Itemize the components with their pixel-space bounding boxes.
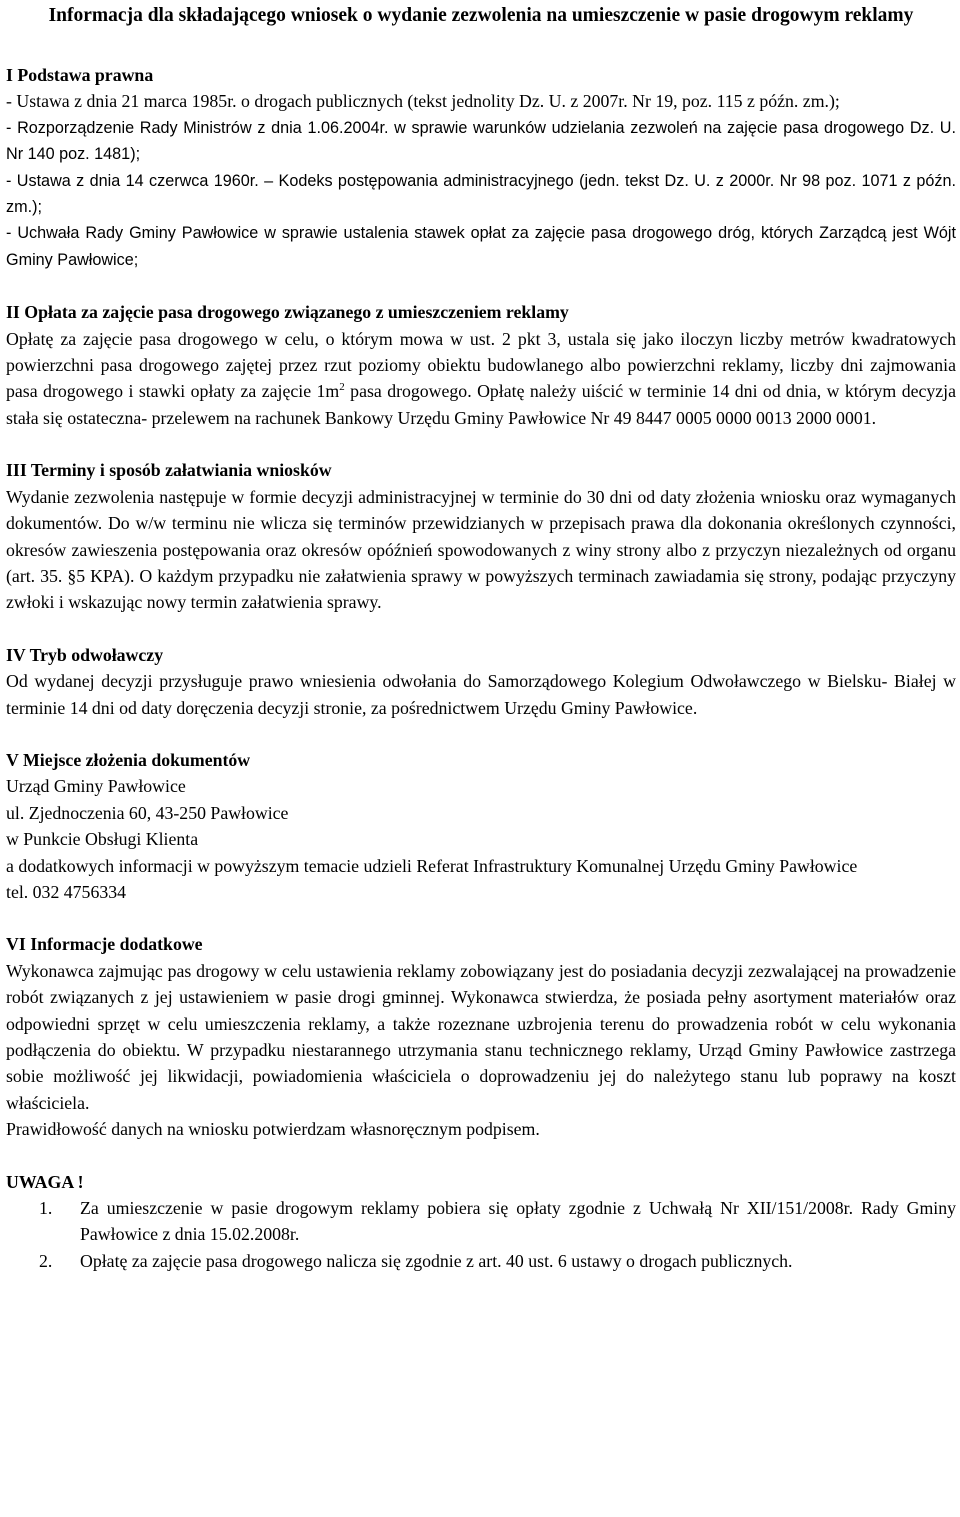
spacer (6, 431, 956, 457)
spacer (6, 616, 956, 642)
document-title: Informacja dla składającego wniosek o wydanie zezwolenia na umieszczenie w pasie drogowym reklamy (48, 5, 914, 26)
fee-text (6, 326, 956, 432)
notice-item-number: 2. (39, 1250, 53, 1271)
appeal-text: Od wydanej decyzji przysługuje prawo wniesienia odwołania do Samorządowego Kolegium Odwoławczego w Bielsku- Białej w terminie 14 dni od daty doręczenia decyzji stronie, za pośrednictwem Urzędu Gminy Pawłowice. (6, 671, 956, 718)
section-appeal (6, 642, 956, 721)
section-heading: II Opłata za zajęcie pasa drogowego związanego z umieszczeniem reklamy (6, 302, 569, 323)
section-heading: III Terminy i sposób załatwiania wniosków (6, 460, 332, 481)
notice-item (6, 1195, 956, 1248)
address-line: w Punkcie Obsługi Klienta (6, 829, 199, 850)
spacer (6, 273, 956, 299)
legal-basis-item: - Rozporządzenie Rady Ministrów z dnia 1.06.2004r. w sprawie warunków udzielania zezwoleń na zajęcie pasa drogowego Dz. U. Nr 140 poz. 1481); (6, 118, 956, 164)
address-line: a dodatkowych informacji w powyższym temacie udzieli Referat Infrastruktury Komunalnej Urzędu Gminy Pawłowice (6, 855, 858, 876)
notice-item (6, 1248, 956, 1274)
notice-item-number: 1. (39, 1198, 53, 1219)
section-additional-info (6, 931, 956, 1142)
fee-text-part-a: Opłatę za zajęcie pasa drogowego w celu, o którym mowa w ust. 2 pkt 3, ustala się jako iloczyn liczby metrów kwadratowych powierzchni pasa drogowego zajętej przez rzut poziomy obiektu budowlanego albo powierzchni reklamy, liczby dni zajmowania pasa drogowego i stawki opłaty za zajęcie 1m (6, 328, 956, 402)
superscript: 2 (339, 381, 345, 394)
section-heading: VI Informacje dodatkowe (6, 934, 203, 955)
additional-info-text: Wykonawca zajmując pas drogowy w celu ustawienia reklamy zobowiązany jest do posiadania decyzji zezwalającej na prowadzenie robót związanych z jej ustawieniem w pasie drogi gminnej. Wykonawca stwierdza, że posiada pełny asortyment materiałów oraz odpowiedni sprzęt w celu umieszczenia reklamy, a także rozeznane uzbrojenia terenu do prowadzenia robót w celu wykonania podłączenia do obiektu. W przypadku niestarannego utrzymania stanu technicznego reklamy, Urząd Gminy Pawłowice zastrzega sobie możliwość jej likwidacji, powiadomienia właściciela o doprowadzeniu jej do należytego stanu lub poprawy na koszt właściciela. (6, 960, 956, 1113)
section-notice (6, 1169, 956, 1275)
spacer (6, 1143, 956, 1169)
notice-list (6, 1195, 956, 1274)
spacer (6, 905, 956, 931)
legal-basis-item: - Ustawa z dnia 14 czerwca 1960r. – Kodeks postępowania administracyjnego (jedn. tekst Dz. U. z 2000r. Nr 98 poz. 1071 z późn. zm.); (6, 171, 956, 217)
notice-item-text: Za umieszczenie w pasie drogowym reklamy pobiera się opłaty zgodnie z Uchwałą Nr XII/151/2008r. Rady Gminy Pawłowice z dnia 15.02.2008r. (80, 1198, 956, 1245)
section-legal-basis (6, 62, 956, 273)
address-line: Urząd Gminy Pawłowice (6, 776, 186, 797)
fee-text-part-b: pasa drogowego. Opłatę należy uiścić w terminie 14 dni od dnia, w którym decyzja stała się ostateczna- przelewem na rachunek Bankowy Urzędu Gminy Pawłowice Nr 49 8447 0005 0000 0013 2000 0001. (6, 381, 956, 428)
section-heading: I Podstawa prawna (6, 65, 154, 85)
signature-statement: Prawidłowość danych na wniosku potwierdzam własnoręcznym podpisem. (6, 1119, 540, 1140)
spacer (6, 29, 956, 62)
phone-line: tel. 032 4756334 (6, 881, 127, 902)
address-line: ul. Zjednoczenia 60, 43-250 Pawłowice (6, 802, 289, 823)
deadlines-text: Wydanie zezwolenia następuje w formie decyzji administracyjnej w terminie do 30 dni od daty złożenia wniosku oraz wymaganych dokumentów. Do w/w terminu nie wlicza się terminów przewidzianych w przepisach prawa dla dokonania określonych czynności, okresów zawieszenia postępowania oraz okresów opóźnień spowodowanych z winy strony albo z przyczyn niezależnych od organu (art. 35. §5 KPA). O każdym przypadku nie załatwienia sprawy w powyższych terminach zawiadamia się strony, podając przyczyny zwłoki i wskazując nowy termin załatwienia sprawy. (6, 486, 956, 613)
legal-basis-item: - Uchwała Rady Gminy Pawłowice w sprawie ustalenia stawek opłat za zajęcie pasa drogowego dróg, których Zarządcą jest Wójt Gminy Pawłowice; (6, 224, 956, 269)
notice-item-text: Opłatę za zajęcie pasa drogowego nalicza się zgodnie z art. 40 ust. 6 ustawy o drogach publicznych. (80, 1250, 793, 1271)
section-fee (6, 299, 956, 431)
legal-basis-item: - Ustawa z dnia 21 marca 1985r. o drogach publicznych (tekst jednolity Dz. U. z 2007r. Nr 19, poz. 115 z późn. zm.); (6, 91, 840, 112)
section-deadlines (6, 457, 956, 615)
notice-heading: UWAGA ! (6, 1171, 84, 1192)
section-submission-place (6, 747, 956, 905)
spacer (6, 721, 956, 747)
section-heading: V Miejsce złożenia dokumentów (6, 749, 251, 770)
section-heading: IV Tryb odwoławczy (6, 644, 164, 665)
